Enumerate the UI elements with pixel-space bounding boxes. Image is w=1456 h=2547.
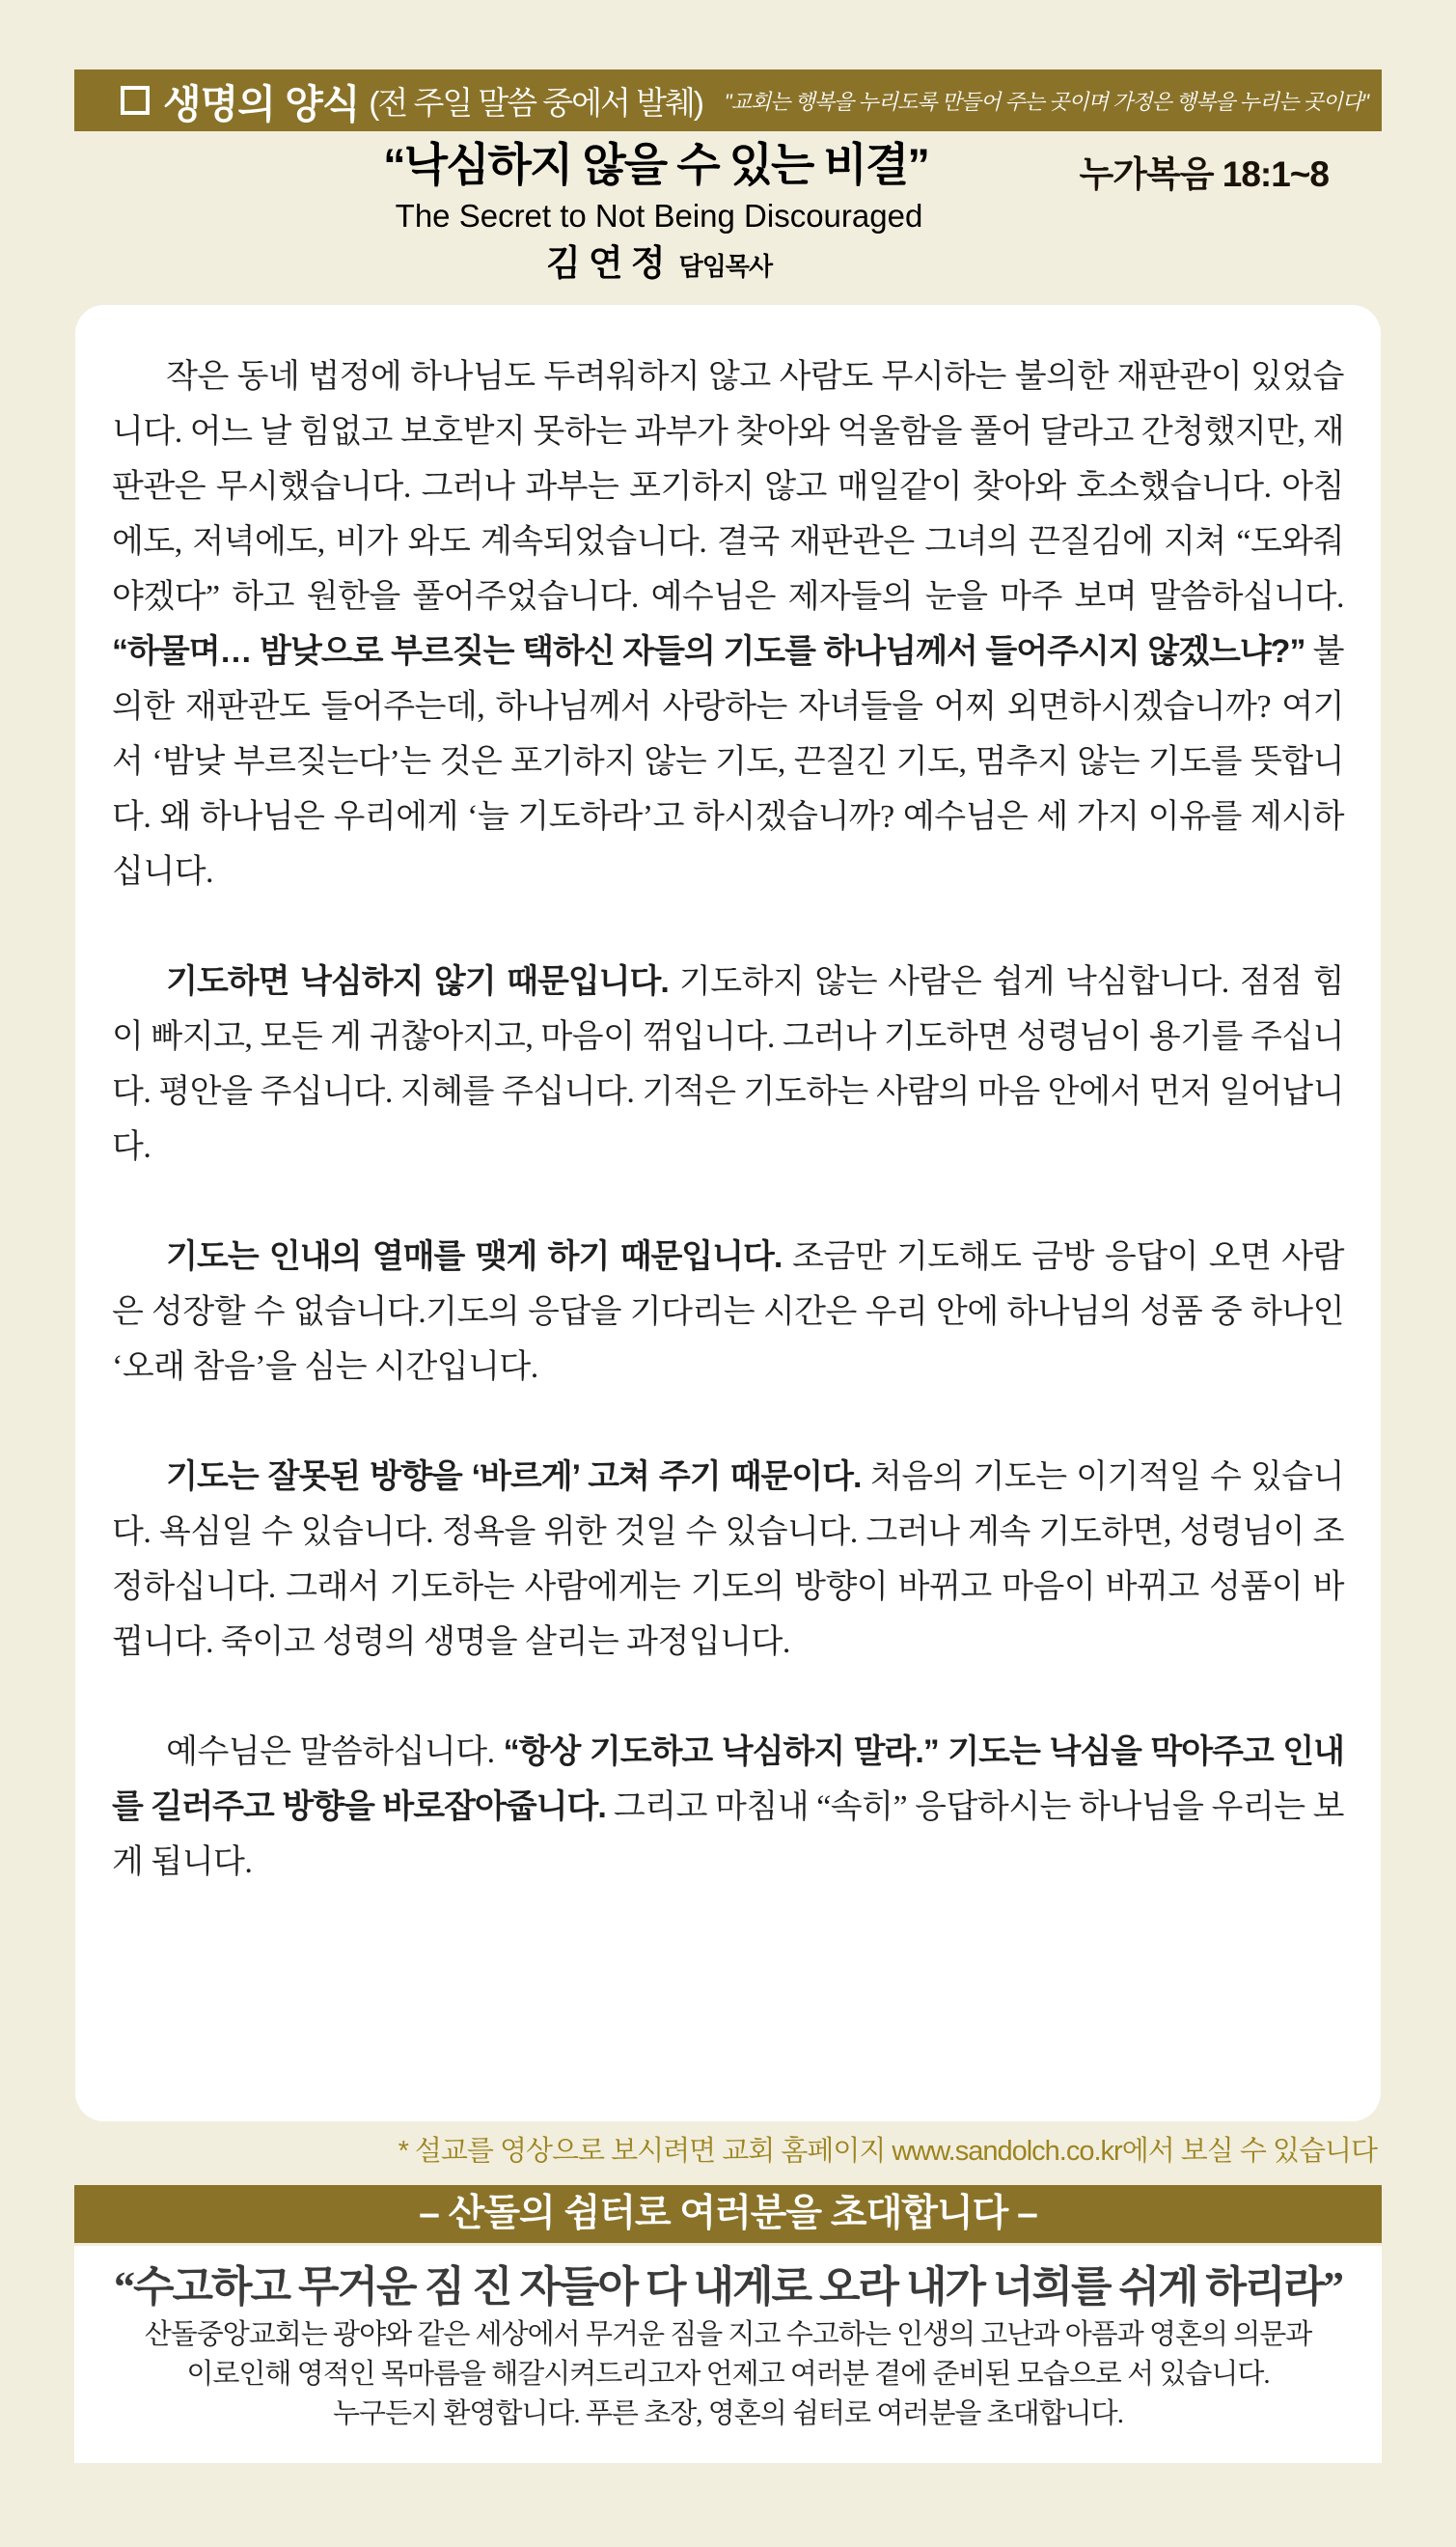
body-text: 그리고 마침내 “속히” 응답하시는 하나님을 우리는 보게 됩니다. <box>112 1789 1344 1880</box>
body-text: 조금만 기도해도 금방 응답이 오면 사람은 성장할 수 없습니다.기도의 응답을 기다리는 시간은 우리 안에 하나님의 성품 중 하나인 ‘오래 참음’을 심는 시간입니다. <box>112 1239 1344 1385</box>
preacher-line <box>74 239 1244 295</box>
section-subtitle: (전 주일 말씀 중에서 발췌) <box>369 84 702 121</box>
sermon-body-box <box>75 305 1381 2121</box>
invite-scripture-quote: “수고하고 무거운 짐 진 자들아 다 내게로 오라 내가 너희를 쉬게 하리라” <box>113 2263 1343 2311</box>
emphasis-text: 기도는 잘못된 방향을 ‘바르게’ 고쳐 주기 때문이다. <box>166 1458 862 1495</box>
section-header-bar <box>74 69 1382 131</box>
emphasis-text: 기도는 인내의 열매를 맺게 하기 때문입니다. <box>166 1238 783 1275</box>
sermon-paragraph <box>112 955 1344 1175</box>
invite-banner: – 산돌의 쉼터로 여러분을 초대합니다 – <box>74 2185 1382 2243</box>
invite-line: 누구든지 환영합니다. 푸른 초장, 영혼의 쉼터로 여러분을 초대합니다. <box>333 2398 1123 2429</box>
sermon-paragraph <box>112 349 1344 900</box>
preacher-name: 김연정 <box>545 243 673 283</box>
body-text: 기도하지 않는 사람은 쉽게 낙심합니다. 점점 힘이 빠지고, 모든 게 귀찮아지고, 마음이 꺾입니다. 그러나 기도하면 성령님이 용기를 주십니다. 평안을 주십니다. 지혜를 주십니다. 기적은 기도하는 사람의 마음 안에서 먼저 일어납니다. <box>112 964 1344 1165</box>
body-text: 불의한 재판관도 들어주는데, 하나님께서 사랑하는 자녀들을 어찌 외면하시겠습니까? 여기서 ‘밤낮 부르짖는다’는 것은 포기하지 않는 기도, 끈질긴 기도, 멈추지 않는 기도를 뜻합니다. 왜 하나님은 우리에게 ‘늘 기도하라’고 하시겠습니까? 예수님은 세 가지 이유를 제시하십니다. <box>112 634 1344 890</box>
sermon-paragraph <box>112 1230 1344 1395</box>
preacher-role: 담임목사 <box>678 252 773 281</box>
invite-box <box>74 2246 1382 2463</box>
emphasis-text: 기도하면 낙심하지 않기 때문입니다. <box>166 963 669 1000</box>
section-title: 생명의 양식 <box>163 81 360 126</box>
sermon-paragraph <box>112 1725 1344 1890</box>
body-text: 처음의 기도는 이기적일 수 있습니다. 욕심일 수 있습니다. 정욕을 위한 것일 수 있습니다. 그러나 계속 기도하면, 성령님이 조정하십니다. 그래서 기도하는 사람에게는 기도의 방향이 바뀌고 마음이 바뀌고 성품이 바뀝니다. 죽이고 성령의 생명을 살리는 과정입니다. <box>112 1459 1344 1660</box>
white-square-icon <box>121 86 150 115</box>
sermon-title-english: The Secret to Not Being Discouraged <box>395 198 923 234</box>
sermon-title: “낙심하지 않을 수 있는 비결” <box>383 139 928 190</box>
sermon-paragraph <box>112 1450 1344 1670</box>
emphasis-text: “하물며… 밤낮으로 부르짖는 택하신 자들의 기도를 하나님께서 들어주시지 않겠느냐?” <box>112 633 1305 670</box>
church-motto: "교회는 행복을 누리도록 만들어 주는 곳이며 가정은 행복을 누리는 곳이다" <box>724 89 1368 114</box>
video-footnote: * 설교를 영상으로 보시려면 교회 홈페이지 www.sandolch.co.kr에서 보실 수 있습니다 <box>398 2136 1377 2167</box>
bulletin-page <box>0 69 1456 2547</box>
sermon-title-row <box>74 137 1382 193</box>
invite-line: 이로인해 영적인 목마름을 해갈시켜드리고자 언제고 여러분 곁에 준비된 모습으로 서 있습니다. <box>186 2359 1270 2390</box>
emphasis-text: “항상 기도하고 낙심하지 말라.” 기도는 낙심을 막아주고 인내를 길러주고 방향을 바로잡아줍니다. <box>112 1733 1344 1825</box>
body-text: 예수님은 말씀하십니다. <box>166 1734 504 1770</box>
scripture-reference: 누가복음 18:1~8 <box>1079 154 1329 194</box>
body-text: 작은 동네 법정에 하나님도 두려워하지 않고 사람도 무시하는 불의한 재판관이 있었습니다. 어느 날 힘없고 보호받지 못하는 과부가 찾아와 억울함을 풀어 달라고 간청했지만, 재판관은 무시했습니다. 그러나 과부는 포기하지 않고 매일같이 찾아와 호소했습니다. 아침에도, 저녁에도, 비가 와도 계속되었습니다. 결국 재판관은 그녀의 끈질김에 지쳐 “도와줘야겠다” 하고 원한을 풀어주었습니다. 예수님은 제자들의 눈을 마주 보며 말씀하십니다. <box>112 359 1344 615</box>
invite-line: 산돌중앙교회는 광야와 같은 세상에서 무거운 짐을 지고 수고하는 인생의 고난과 아픔과 영혼의 의문과 <box>144 2319 1312 2350</box>
invite-description <box>84 2315 1372 2434</box>
